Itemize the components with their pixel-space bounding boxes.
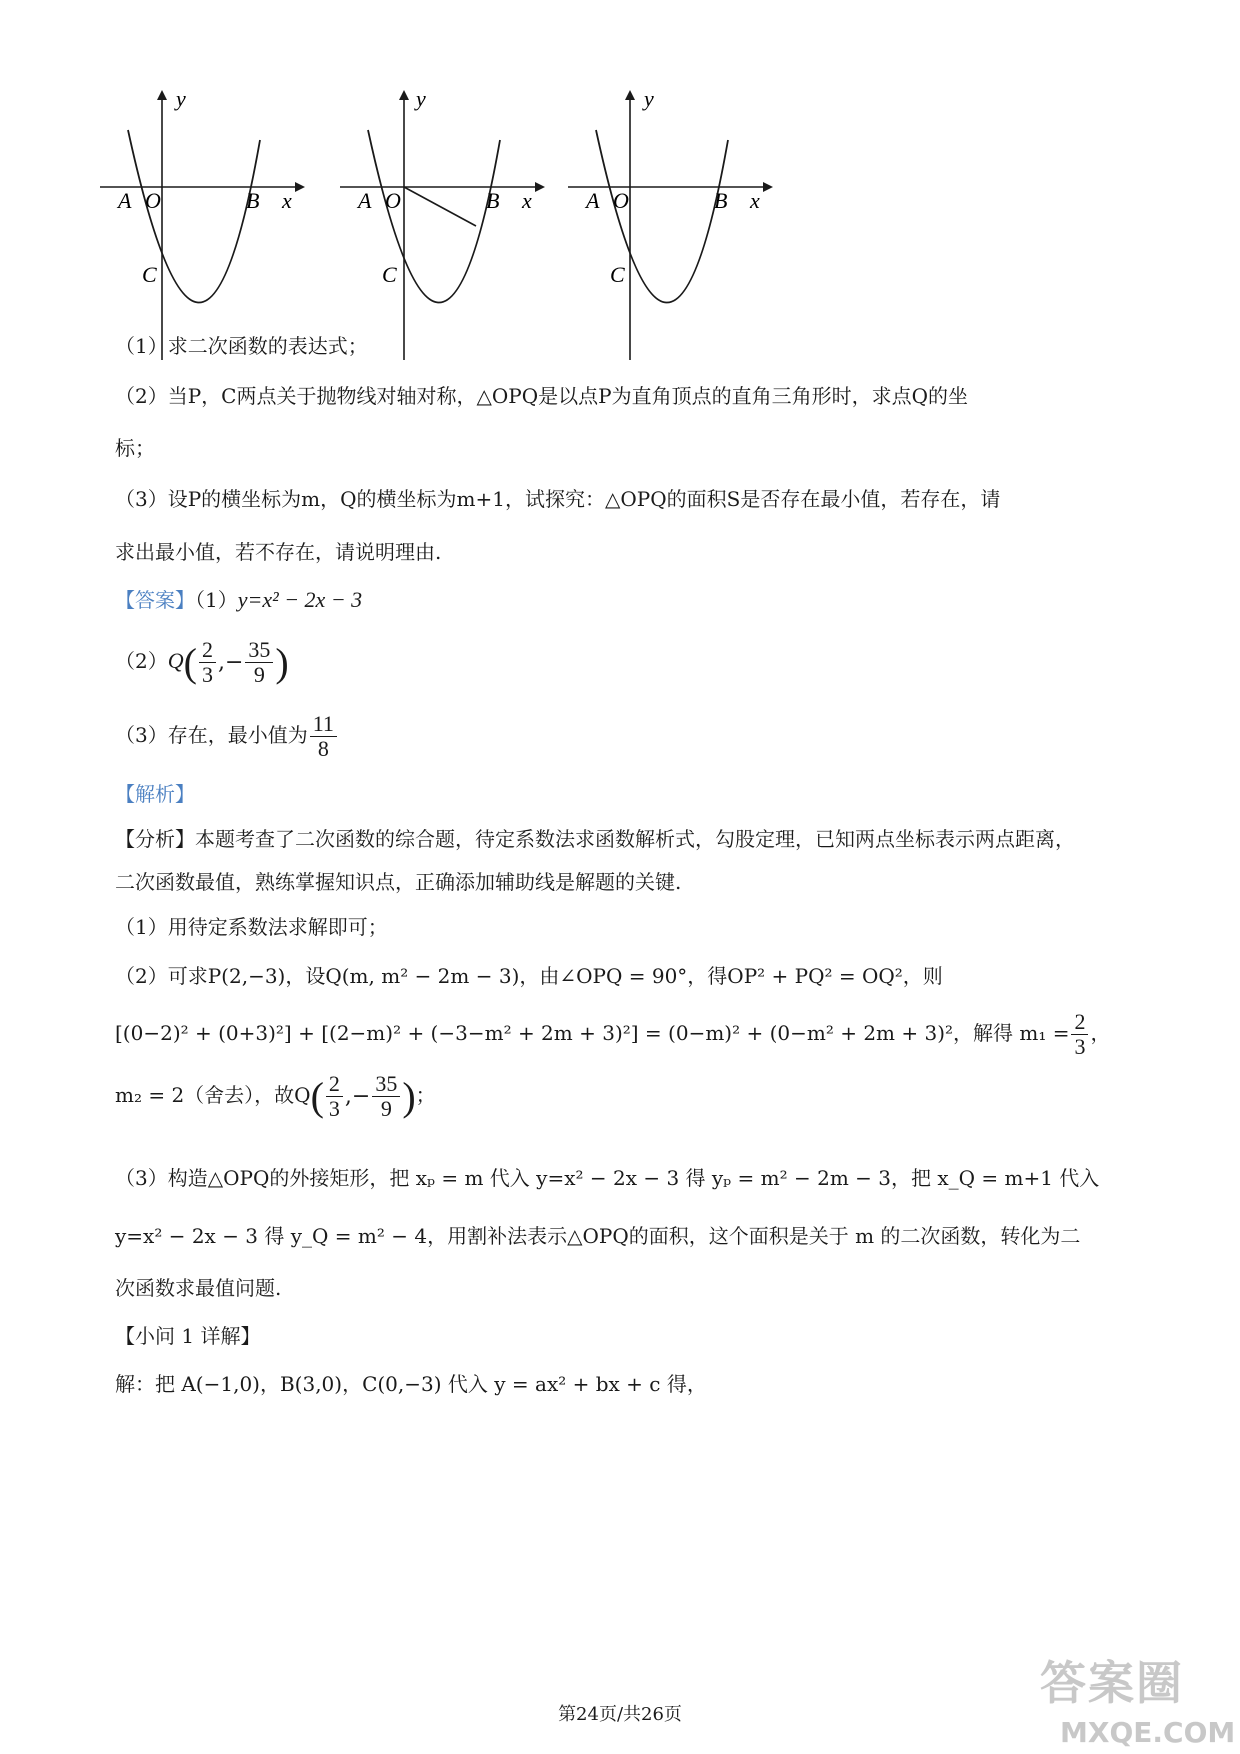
answer-3-fraction xyxy=(310,712,337,761)
y-axis-arrow xyxy=(625,90,635,100)
question-3-line-1: （3）设P的横坐标为m，Q的横坐标为m+1，试探究：△OPQ的面积S是否存在最小值，若存在，请 xyxy=(115,487,1001,511)
point-a-label: A xyxy=(586,188,600,213)
q-fraction-2 xyxy=(372,1072,400,1121)
y-axis-arrow xyxy=(157,90,167,100)
point-c-label: C xyxy=(142,262,157,287)
numerator: 35 xyxy=(372,1072,400,1097)
separator: ,− xyxy=(217,650,244,676)
watermark-url: MXQE.COM xyxy=(1060,1716,1236,1749)
parabola-figure-1 xyxy=(100,90,330,360)
numerator: 11 xyxy=(310,712,337,737)
answer-1 xyxy=(115,584,362,613)
point-b-label: B xyxy=(246,188,260,213)
y-axis-arrow xyxy=(399,90,409,100)
numerator: 2 xyxy=(199,638,216,663)
answer-1-expression: y=x² − 2x − 3 xyxy=(237,587,363,612)
parabola-figure-2 xyxy=(340,90,570,360)
solution-3-line-1: （3）构造△OPQ的外接矩形，把 xₚ = m 代入 y=x² − 2x − 3 得 yₚ = m² − 2m − 3，把 x_Q = m+1 代入 xyxy=(115,1166,1100,1190)
numerator: 35 xyxy=(245,638,273,663)
answer-3 xyxy=(115,712,339,761)
analysis-line-1: 【分析】本题考查了二次函数的综合题，待定系数法求函数解析式，勾股定理，已知两点坐标表示两点距离， xyxy=(115,827,1075,851)
m1-fraction xyxy=(1071,1010,1088,1059)
origin-label: O xyxy=(385,188,401,213)
solution-3-line-2: y=x² − 2x − 3 得 y_Q = m² − 4，用割补法表示△OPQ的面积，这个面积是关于 m 的二次函数，转化为二 xyxy=(115,1224,1081,1248)
analysis-line-2: 二次函数最值，熟练掌握知识点，正确添加辅助线是解题的关键. xyxy=(115,870,682,894)
answer-2-point: Q xyxy=(167,648,184,674)
point-a-label: A xyxy=(358,188,372,213)
separator: ,− xyxy=(344,1084,371,1110)
denominator: 3 xyxy=(1074,1034,1086,1060)
answer-2 xyxy=(115,638,289,687)
denominator: 9 xyxy=(380,1096,392,1122)
detail-tag: 【小问 1 详解】 xyxy=(115,1324,261,1348)
right-paren: ) xyxy=(402,1074,416,1120)
solution-2-line-1: （2）可求P(2,−3)，设Q(m, m² − 2m − 3)，由∠OPQ = 90°，得OP² + PQ² = OQ²，则 xyxy=(115,964,943,988)
question-3-line-2: 求出最小值，若不存在，请说明理由. xyxy=(115,540,442,564)
denominator: 3 xyxy=(201,662,213,688)
answer-2-fraction-2 xyxy=(245,638,273,687)
analysis-tag: 【解析】 xyxy=(115,782,195,806)
numerator: 2 xyxy=(1071,1010,1088,1035)
point-b-label: B xyxy=(714,188,728,213)
point-c-label: C xyxy=(382,262,397,287)
parabola-figure-3 xyxy=(568,90,798,360)
x-label: x xyxy=(282,188,292,213)
denominator: 3 xyxy=(328,1096,340,1122)
q-fraction-1 xyxy=(326,1072,343,1121)
origin-label: O xyxy=(613,188,629,213)
semicolon: ； xyxy=(415,1083,436,1108)
solution-2-line-2 xyxy=(115,1010,1110,1059)
question-2-line-2: 标； xyxy=(115,436,155,460)
x-label: x xyxy=(750,188,760,213)
right-paren: ) xyxy=(275,640,289,686)
denominator: 8 xyxy=(317,736,329,762)
answer-3-text: （3）存在，最小值为 xyxy=(115,723,308,748)
y-label: y xyxy=(416,90,426,111)
segment-op xyxy=(404,187,476,226)
x-axis-arrow xyxy=(763,182,773,192)
m2-text: m₂ = 2（舍去），故Q xyxy=(115,1083,311,1108)
point-c-label: C xyxy=(610,262,625,287)
solution-3-line-3: 次函数求最值问题. xyxy=(115,1276,282,1300)
answer-2-prefix: （2） xyxy=(115,649,168,674)
point-a-label: A xyxy=(118,188,132,213)
x-axis-arrow xyxy=(535,182,545,192)
left-paren: ( xyxy=(310,1074,324,1120)
solution-2-line-3 xyxy=(115,1072,436,1121)
left-paren: ( xyxy=(183,640,197,686)
comma: ， xyxy=(1090,1021,1111,1046)
solution-1: （1）用待定系数法求解即可； xyxy=(115,915,388,939)
watermark-logo: 答案圈 xyxy=(1040,1656,1184,1710)
answer-1-prefix: （1） xyxy=(195,588,238,612)
equation-text: [(0−2)² + (0+3)²] + [(2−m)² + (−3−m² + 2m + 3)²] = (0−m)² + (0−m² + 2m + 3)²，解得 m₁ = xyxy=(115,1021,1070,1046)
origin-label: O xyxy=(145,188,161,213)
x-label: x xyxy=(522,188,532,213)
question-1: （1）求二次函数的表达式； xyxy=(115,334,368,358)
denominator: 9 xyxy=(253,662,265,688)
y-label: y xyxy=(176,90,186,111)
point-b-label: B xyxy=(486,188,500,213)
numerator: 2 xyxy=(326,1072,343,1097)
detail-line: 解：把 A(−1,0)，B(3,0)，C(0,−3) 代入 y = ax² + bx + c 得， xyxy=(115,1372,707,1396)
page-footer: 第24页/共26页 xyxy=(558,1704,682,1725)
question-2-line-1: （2）当P，C两点关于抛物线对轴对称，△OPQ是以点P为直角顶点的直角三角形时，求点Q的坐 xyxy=(115,384,968,408)
answer-tag: 【答案】 xyxy=(115,588,195,612)
answer-2-fraction-1 xyxy=(199,638,216,687)
x-axis-arrow xyxy=(295,182,305,192)
y-label: y xyxy=(644,90,654,111)
